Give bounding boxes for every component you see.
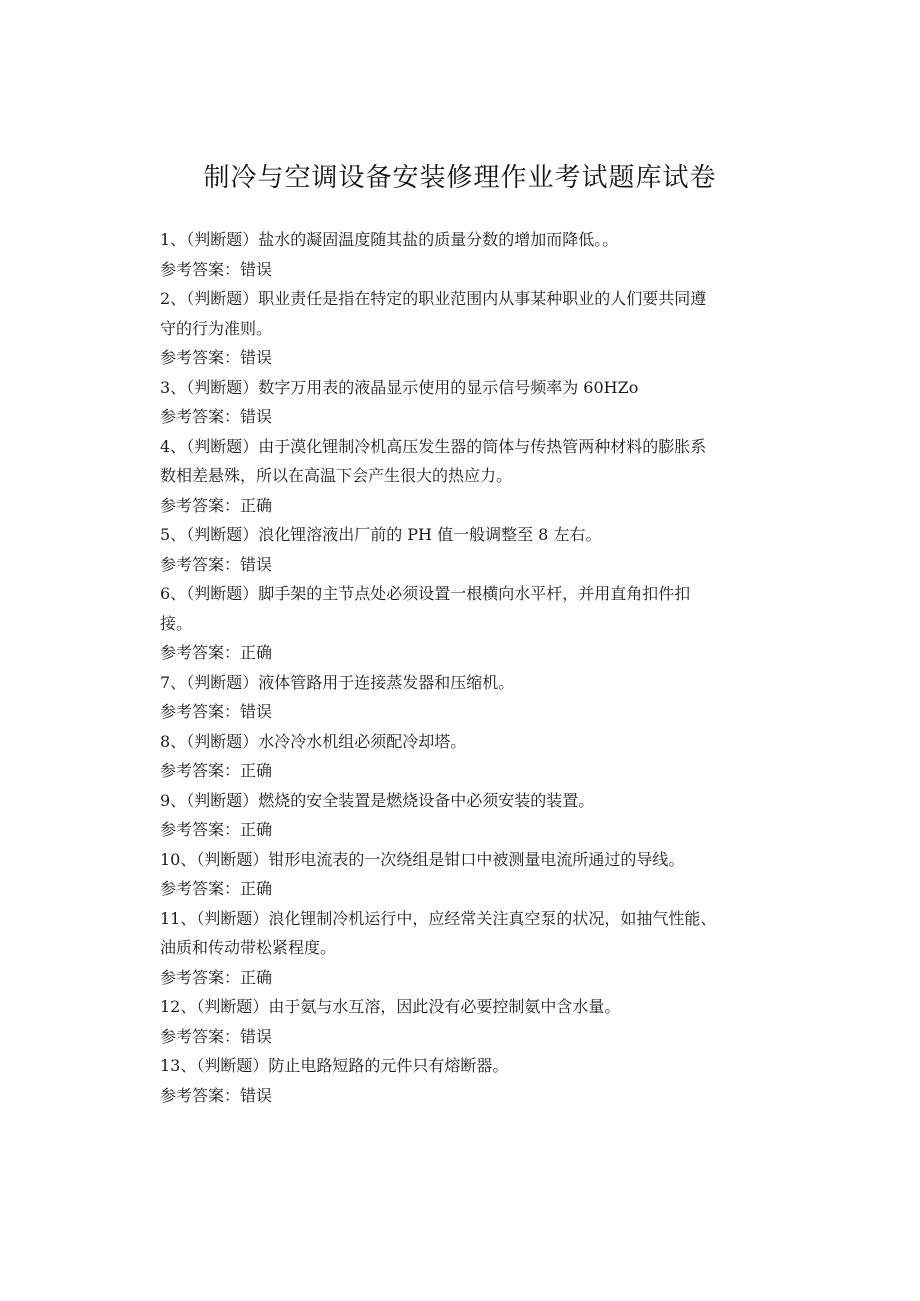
- answer-value: 错误: [240, 348, 273, 367]
- question-number: 2、: [160, 289, 187, 308]
- answer-prefix: 参考答案：: [160, 643, 241, 662]
- answer-prefix: 参考答案：: [160, 702, 241, 721]
- question-line: 浪化锂溶液出厂前的 PH 值一般调整至 8 左右。: [258, 525, 602, 544]
- question-item: [160, 992, 760, 1051]
- question-line: 职业责任是指在特定的职业范围内从事某种职业的人们要共同遵: [258, 289, 707, 308]
- question-number: 13、: [160, 1056, 197, 1075]
- question-line: 液体管路用于连接蒸发器和压缩机。: [258, 672, 515, 692]
- question-text: [160, 904, 760, 934]
- question-number: 5、: [160, 525, 187, 544]
- question-number: 12、: [160, 997, 197, 1016]
- question-item: [160, 727, 760, 786]
- question-number: 4、: [160, 436, 187, 456]
- question-line: 水冷冷水机组必须配冷却塔。: [258, 731, 467, 751]
- question-number: 8、: [160, 731, 187, 751]
- question-type: （判断题）: [196, 908, 269, 928]
- question-line: 接。: [160, 613, 193, 633]
- question-text-continued: [160, 314, 760, 344]
- question-line: 燃烧的安全装置是燃烧设备中必须安装的装置。: [258, 790, 595, 810]
- answer-value: 错误: [240, 259, 273, 279]
- question-number: 1、: [160, 230, 187, 249]
- question-text: [160, 225, 760, 255]
- question-line: 数相差悬殊，所以在高温下会产生很大的热应力。: [160, 466, 513, 485]
- question-item: [160, 668, 760, 727]
- question-text: [160, 1051, 760, 1081]
- question-text-continued: [160, 933, 760, 963]
- question-text: [160, 284, 760, 314]
- answer-value: 错误: [240, 1026, 273, 1046]
- document-title: 制冷与空调设备安装修理作业考试题库试卷: [203, 163, 717, 193]
- question-type: （判断题）: [186, 436, 259, 456]
- question-type: （判断题）: [196, 1056, 269, 1075]
- question-line: 脚手架的主节点处必须设置一根横向水平杆，并用直角扣件扣: [258, 584, 691, 603]
- answer-prefix: 参考答案：: [160, 407, 241, 426]
- answer-line: [160, 756, 760, 786]
- answer-line: [160, 402, 760, 432]
- question-text: [160, 579, 760, 609]
- answer-value: 错误: [240, 1085, 273, 1105]
- answer-line: [160, 697, 760, 727]
- answer-line: [160, 491, 760, 521]
- question-type: （判断题）: [196, 849, 269, 869]
- question-number: 11、: [160, 908, 197, 928]
- question-number: 6、: [160, 584, 187, 603]
- answer-prefix: 参考答案：: [160, 348, 241, 367]
- question-line: 钳形电流表的一次绕组是钳口中被测量电流所通过的导线。: [268, 849, 685, 869]
- answer-prefix: 参考答案：: [160, 1026, 241, 1046]
- answer-line: [160, 255, 760, 285]
- question-line: 防止电路短路的元件只有熔断器。: [268, 1056, 509, 1075]
- question-text-continued: [160, 461, 760, 491]
- answer-line: [160, 874, 760, 904]
- question-text: [160, 668, 760, 698]
- question-item: [160, 845, 760, 904]
- answer-line: [160, 963, 760, 993]
- question-type: （判断题）: [186, 672, 259, 692]
- answer-value: 错误: [240, 702, 273, 721]
- question-line: 油质和传动带松紧程度。: [160, 938, 337, 957]
- question-item: [160, 904, 760, 993]
- question-type: （判断题）: [186, 377, 259, 397]
- answer-line: [160, 1081, 760, 1111]
- answer-value: 正确: [240, 495, 273, 515]
- question-item: [160, 284, 760, 373]
- question-item: [160, 373, 760, 432]
- answer-line: [160, 638, 760, 668]
- question-text: [160, 520, 760, 550]
- answer-prefix: 参考答案：: [160, 495, 241, 515]
- question-item: [160, 432, 760, 521]
- answer-value: 正确: [240, 879, 273, 898]
- answer-line: [160, 1022, 760, 1052]
- question-type: （判断题）: [186, 731, 259, 751]
- question-line: 由于氨与水互溶，因此没有必要控制氨中含水量。: [268, 997, 621, 1016]
- question-number: 9、: [160, 790, 187, 810]
- question-text: [160, 373, 760, 403]
- question-number: 7、: [160, 672, 187, 692]
- answer-prefix: 参考答案：: [160, 879, 241, 898]
- answer-value: 错误: [240, 407, 273, 426]
- question-type: （判断题）: [186, 525, 259, 544]
- question-line: 浪化锂制冷机运行中，应经常关注真空泵的状况，如抽气性能、: [268, 908, 717, 928]
- question-text: [160, 992, 760, 1022]
- answer-prefix: 参考答案：: [160, 554, 241, 574]
- answer-prefix: 参考答案：: [160, 1085, 241, 1105]
- question-type: （判断题）: [186, 584, 259, 603]
- question-item: [160, 520, 760, 579]
- question-line: 由于漠化锂制冷机高压发生器的筒体与传热管两种材料的膨胀系: [258, 436, 707, 456]
- question-type: （判断题）: [196, 997, 269, 1016]
- answer-line: [160, 815, 760, 845]
- answer-prefix: 参考答案：: [160, 820, 241, 839]
- answer-value: 错误: [240, 554, 273, 574]
- question-item: [160, 786, 760, 845]
- question-number: 3、: [160, 377, 187, 397]
- question-type: （判断题）: [186, 289, 259, 308]
- question-list: [160, 225, 760, 1110]
- answer-prefix: 参考答案：: [160, 761, 241, 780]
- answer-prefix: 参考答案：: [160, 967, 241, 987]
- question-type: （判断题）: [186, 790, 259, 810]
- question-text: [160, 727, 760, 757]
- question-text: [160, 845, 760, 875]
- answer-value: 正确: [240, 820, 273, 839]
- question-type: （判断题）: [186, 230, 259, 249]
- question-text: [160, 432, 760, 462]
- answer-value: 正确: [240, 967, 273, 987]
- question-number: 10、: [160, 849, 197, 869]
- question-item: [160, 579, 760, 668]
- question-item: [160, 225, 760, 284]
- question-text-continued: [160, 609, 760, 639]
- question-line: 数字万用表的液晶显示使用的显示信号频率为 60HZo: [258, 377, 639, 397]
- answer-value: 正确: [240, 643, 273, 662]
- answer-line: [160, 343, 760, 373]
- answer-line: [160, 550, 760, 580]
- answer-prefix: 参考答案：: [160, 259, 241, 279]
- answer-value: 正确: [240, 761, 273, 780]
- question-item: [160, 1051, 760, 1110]
- question-text: [160, 786, 760, 816]
- question-line: 盐水的凝固温度随其盐的质量分数的增加而降低。。: [258, 230, 619, 249]
- question-line: 守的行为准则。: [160, 318, 273, 338]
